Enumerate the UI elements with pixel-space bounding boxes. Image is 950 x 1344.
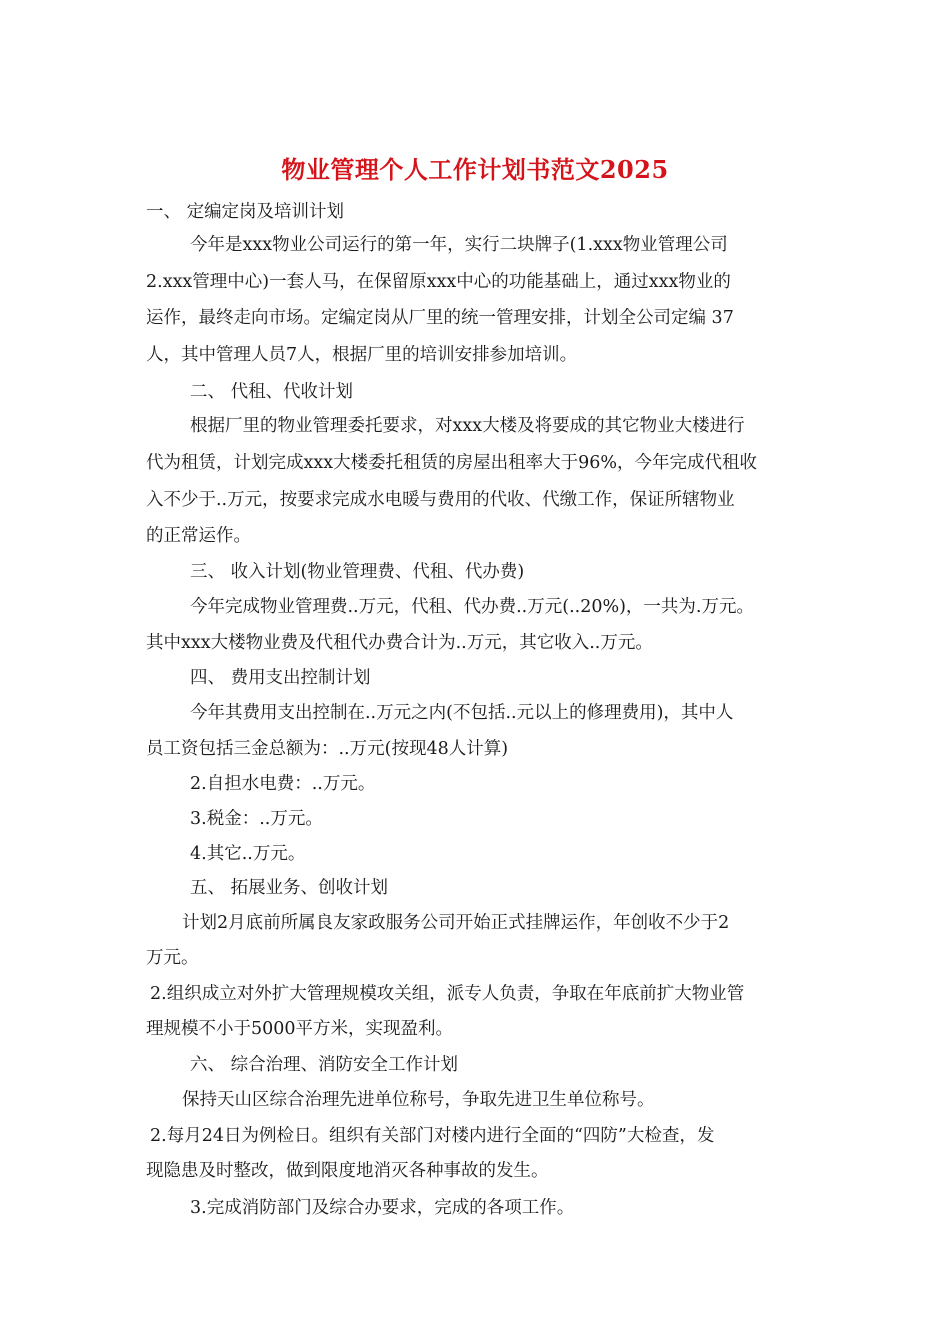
list-item: 2.自担水电费：..万元。: [190, 774, 376, 794]
section-heading-5: 五、 拓展业务、创收计划: [190, 878, 389, 898]
section-heading-1: 一、 定编定岗及培训计划: [146, 202, 345, 222]
paragraph-line: 2.xxx管理中心)一套人马，在保留原xxx中心的功能基础上，通过xxx物业的: [146, 272, 731, 292]
paragraph-line: 今年其费用支出控制在..万元之内(不包括..元以上的修理费用)，其中人: [190, 703, 734, 723]
list-item: 2.每月24日为例检日。组织有关部门对楼内进行全面的“四防”大检查，发: [150, 1126, 715, 1146]
paragraph-line: 运作，最终走向市场。定编定岗从厂里的统一管理安排，计划全公司定编 37: [146, 308, 734, 328]
document-title: 物业管理个人工作计划书范文2025: [281, 155, 669, 184]
paragraph-line: 其中xxx大楼物业费及代租代办费合计为..万元，其它收入..万元。: [146, 633, 653, 653]
section-heading-3: 三、 收入计划(物业管理费、代租、代办费): [190, 562, 525, 582]
paragraph-line: 理规模不小于5000平方米，实现盈利。: [146, 1019, 454, 1039]
paragraph-line: 计划2月底前所属良友家政服务公司开始正式挂牌运作，年创收不少于2: [182, 913, 730, 933]
paragraph-line: 代为租赁，计划完成xxx大楼委托租赁的房屋出租率大于96%，今年完成代租收: [146, 453, 758, 473]
paragraph-line: 员工资包括三金总额为：..万元(按现48人计算): [146, 739, 509, 759]
paragraph-line: 今年是xxx物业公司运行的第一年，实行二块牌子(1.xxx物业管理公司: [190, 235, 728, 255]
paragraph-line: 今年完成物业管理费..万元，代租、代办费..万元(..20%)，一共为.万元。: [190, 597, 754, 617]
section-heading-2: 二、 代租、代收计划: [190, 382, 354, 402]
paragraph-line: 人，其中管理人员7人，根据厂里的培训安排参加培训。: [146, 345, 578, 365]
paragraph-line: 的正常运作。: [146, 526, 251, 546]
list-item: 3.税金：..万元。: [190, 809, 323, 829]
list-item: 4.其它..万元。: [190, 844, 306, 864]
paragraph-line: 入不少于..万元，按要求完成水电暖与费用的代收、代缴工作，保证所辖物业: [146, 490, 735, 510]
section-heading-4: 四、 费用支出控制计划: [190, 668, 371, 688]
paragraph-line: 保持天山区综合治理先进单位称号，争取先进卫生单位称号。: [182, 1090, 655, 1110]
paragraph-line: 现隐患及时整改，做到限度地消灭各种事故的发生。: [146, 1161, 549, 1181]
section-heading-6: 六、 综合治理、消防安全工作计划: [190, 1055, 459, 1075]
list-item: 3.完成消防部门及综合办要求，完成的各项工作。: [190, 1198, 575, 1218]
paragraph-line: 根据厂里的物业管理委托要求，对xxx大楼及将要成的其它物业大楼进行: [190, 416, 745, 436]
paragraph-line: 万元。: [146, 948, 199, 968]
list-item: 2.组织成立对外扩大管理规模攻关组，派专人负责，争取在年底前扩大物业管: [150, 984, 745, 1004]
